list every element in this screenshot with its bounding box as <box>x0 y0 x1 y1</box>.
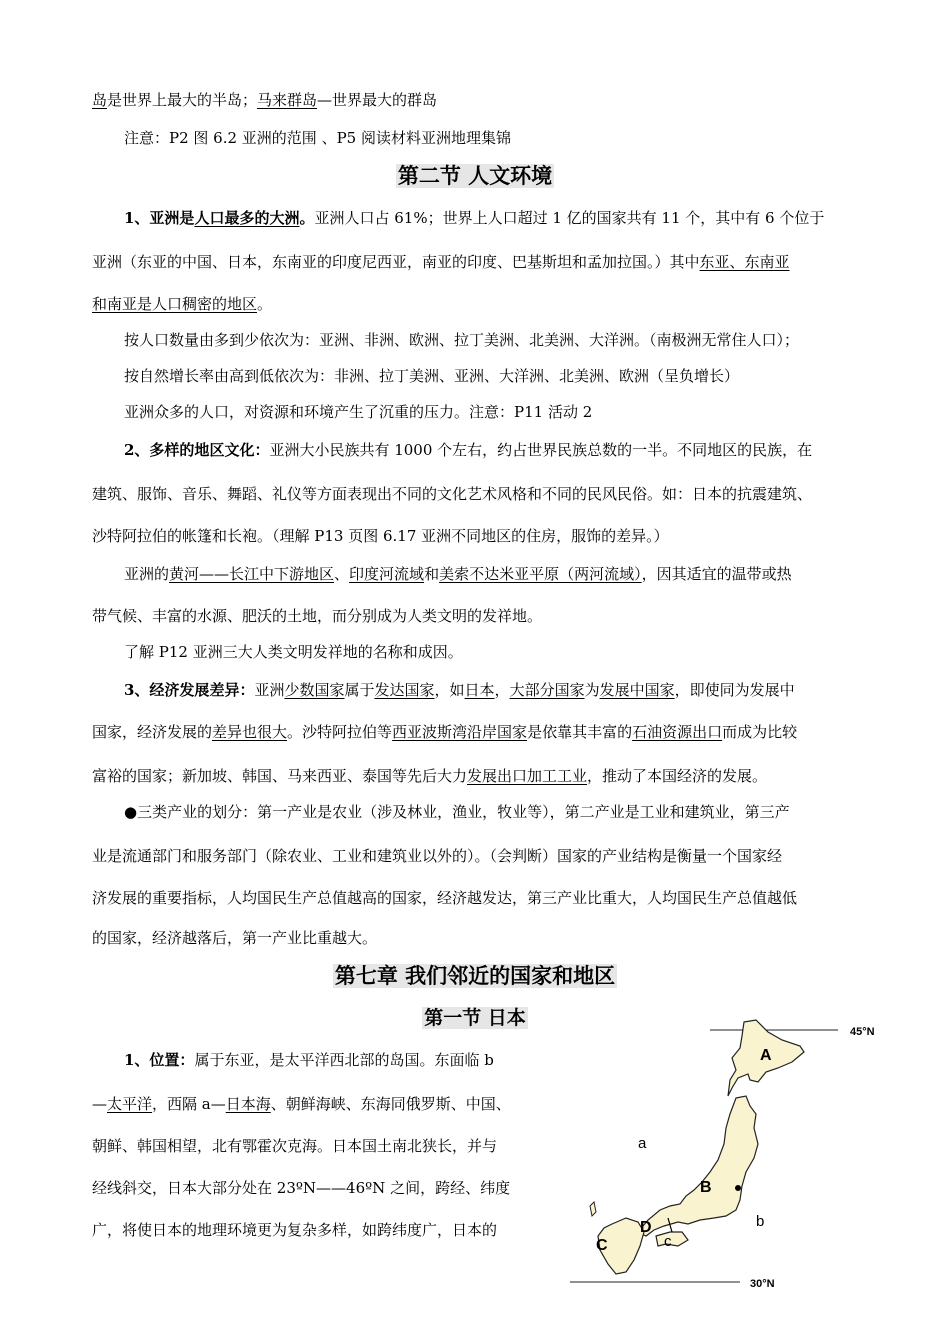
body-text: 亚洲的 <box>124 565 170 583</box>
underlined-text: 日本海 <box>225 1095 271 1113</box>
body-text: ，因其适宜的温带或热 <box>641 565 792 583</box>
body-text: 亚洲 <box>254 681 285 699</box>
text-line: ●三类产业的划分：第一产业是农业（涉及林业，渔业，牧业等），第二产业是工业和建筑业，第三产 <box>124 803 790 821</box>
text-line <box>124 208 824 228</box>
text-line: 广，将使日本的地理环境更为复杂多样，如跨纬度广，日本的 <box>92 1221 498 1239</box>
body-text: 是依靠其丰富的 <box>527 723 633 741</box>
bold-text: 3、经济发展差异： <box>124 681 255 699</box>
text-line: 按人口数量由多到少依次为：亚洲、非洲、欧洲、拉丁美洲、北美洲、大洋洲。（南极洲无常住人口）； <box>124 331 800 349</box>
body-text: —世界最大的群岛 <box>317 91 438 109</box>
bold-underline-text: 人口最多的大洲 <box>194 209 300 227</box>
text-line <box>92 766 767 786</box>
bold-text: 1、亚洲是 <box>124 209 195 227</box>
underlined-text: 石油资源出口 <box>632 723 723 741</box>
underlined-text: 美索不达米亚平原（两河流域） <box>439 565 642 583</box>
text-line: 亚洲众多的人口，对资源和环境产生了沉重的压力。注意：P11 活动 2 <box>124 403 593 421</box>
section-heading <box>0 162 950 190</box>
text-line: 济发展的重要指标，人均国民生产总值越高的国家，经济越发达，第三产业比重大，人均国民生产总值越低 <box>92 889 798 907</box>
body-text: 亚洲大小民族共有 1000 个左右，约占世界民族总数的一半。不同地区的民族，在 <box>269 441 813 459</box>
body-text: ，即使同为发展中 <box>674 681 795 699</box>
body-text: 而成为比较 <box>722 723 798 741</box>
honshu-island <box>638 1096 758 1236</box>
map-label-A: A <box>760 1047 772 1064</box>
underlined-text: 日本 <box>464 681 495 699</box>
text-line: 经线斜交，日本大部分处在 23ºN——46ºN 之间，跨经、纬度 <box>92 1179 511 1197</box>
body-text: 亚洲人口占 61%；世界上人口超过 1 亿的国家共有 11 个，其中有 6 个位于 <box>314 209 825 227</box>
text-line: 了解 P12 亚洲三大人类文明发祥地的名称和成因。 <box>124 643 463 661</box>
text-line: 朝鲜、韩国相望，北有鄂霍次克海。日本国土南北狭长，并与 <box>92 1137 498 1155</box>
text-line: 沙特阿拉伯的帐篷和长袍。（理解 P13 页图 6.17 亚洲不同地区的住房，服饰的差异。） <box>92 527 669 545</box>
text-line: 带气候、丰富的水源、肥沃的土地，而分别成为人类文明的发祥地。 <box>92 607 543 625</box>
text-line <box>124 680 795 700</box>
text-line <box>92 294 272 314</box>
map-label-B: B <box>700 1179 712 1196</box>
text-line: 业是流通部门和服务部门（除农业、工业和建筑业以外的）。（会判断）国家的产业结构是衡量一个国家经 <box>92 847 783 865</box>
body-text: ， <box>494 681 510 699</box>
text-line: 按自然增长率由高到低依次为：非洲、拉丁美洲、亚洲、大洋洲、北美洲、欧洲（呈负增长） <box>124 367 740 385</box>
chapter-heading-text: 第七章 我们邻近的国家和地区 <box>334 964 616 988</box>
tsushima-island <box>590 1202 596 1216</box>
body-text: — <box>92 1095 107 1113</box>
text-line: 的国家，经济越落后，第一产业比重越大。 <box>92 929 378 947</box>
body-text: 和 <box>424 565 440 583</box>
text-line <box>92 722 797 742</box>
underlined-text: 少数国家 <box>284 681 345 699</box>
latitude-label-45: 45°N <box>850 1026 875 1038</box>
body-text: 。沙特阿拉伯等 <box>287 723 393 741</box>
underlined-text: 差异也很大 <box>212 723 288 741</box>
underlined-text: 东亚、东南亚 <box>699 253 790 271</box>
underlined-text: 大部分国家 <box>509 681 585 699</box>
bold-text: 1、位置： <box>124 1051 195 1069</box>
body-text: ，推动了本国经济的发展。 <box>587 767 768 785</box>
body-text: 、朝鲜海峡、东海同俄罗斯、中国、 <box>270 1095 511 1113</box>
text-line: 建筑、服饰、音乐、舞蹈、礼仪等方面表现出不同的文化艺术风格和不同的民风民俗。如：日本的抗震建筑、 <box>92 485 813 503</box>
underlined-text: 发展出口加工工业 <box>467 767 588 785</box>
body-text: 富裕的国家；新加坡、韩国、马来西亚、泰国等先后大力 <box>92 767 468 785</box>
term-text: 岛 <box>92 91 108 109</box>
body-text: 属于 <box>344 681 375 699</box>
underlined-text: 发达国家 <box>374 681 435 699</box>
map-label-C: C <box>596 1237 608 1254</box>
text-line <box>124 1050 494 1070</box>
text-line <box>92 252 790 272</box>
text-line: 注意：P2 图 6.2 亚洲的范围 、P5 阅读材料亚洲地理集锦 <box>124 129 511 147</box>
bold-text: 。 <box>299 209 315 227</box>
body-text: 属于东亚，是太平洋西北部的岛国。东面临 b <box>194 1051 494 1069</box>
body-text: ，如 <box>434 681 465 699</box>
body-text: 、 <box>334 565 350 583</box>
body-text: 亚洲（东亚的中国、日本，东南亚的印度尼西亚，南亚的印度、巴基斯坦和孟加拉国。）其中 <box>92 253 700 271</box>
shikoku-island <box>656 1232 688 1246</box>
underlined-text: 和南亚是人口稠密的地区 <box>92 295 258 313</box>
body-text: 是世界上最大的半岛； <box>107 91 258 109</box>
bold-text: 2、多样的地区文化： <box>124 441 270 459</box>
text-line <box>124 564 792 584</box>
section-heading-text: 第二节 人文环境 <box>397 164 553 188</box>
map-label-D: D <box>640 1219 652 1236</box>
underlined-text: 西亚波斯湾沿岸国家 <box>392 723 528 741</box>
text-line <box>124 440 812 460</box>
map-label-c: c <box>664 1233 672 1250</box>
chapter-heading <box>0 962 950 990</box>
text-line <box>92 90 437 110</box>
body-text: 为 <box>584 681 600 699</box>
map-label-b-pacific: b <box>756 1213 765 1230</box>
tokyo-dot <box>735 1185 741 1191</box>
body-text: 。 <box>257 295 273 313</box>
japan-map <box>560 1010 900 1310</box>
text-line <box>92 1094 511 1114</box>
section-heading-text: 第一节 日本 <box>424 1007 526 1029</box>
underlined-text: 太平洋 <box>107 1095 153 1113</box>
underlined-text: 黄河——长江中下游地区 <box>169 565 335 583</box>
underlined-text: 印度河流域 <box>349 565 425 583</box>
term-malay-archipelago: 马来群岛 <box>257 91 318 109</box>
body-text: 国家，经济发展的 <box>92 723 213 741</box>
map-label-a-sea-of-japan: a <box>638 1135 647 1152</box>
body-text: ，西隔 a— <box>152 1095 226 1113</box>
underlined-text: 发展中国家 <box>599 681 675 699</box>
latitude-label-30: 30°N <box>750 1278 775 1290</box>
